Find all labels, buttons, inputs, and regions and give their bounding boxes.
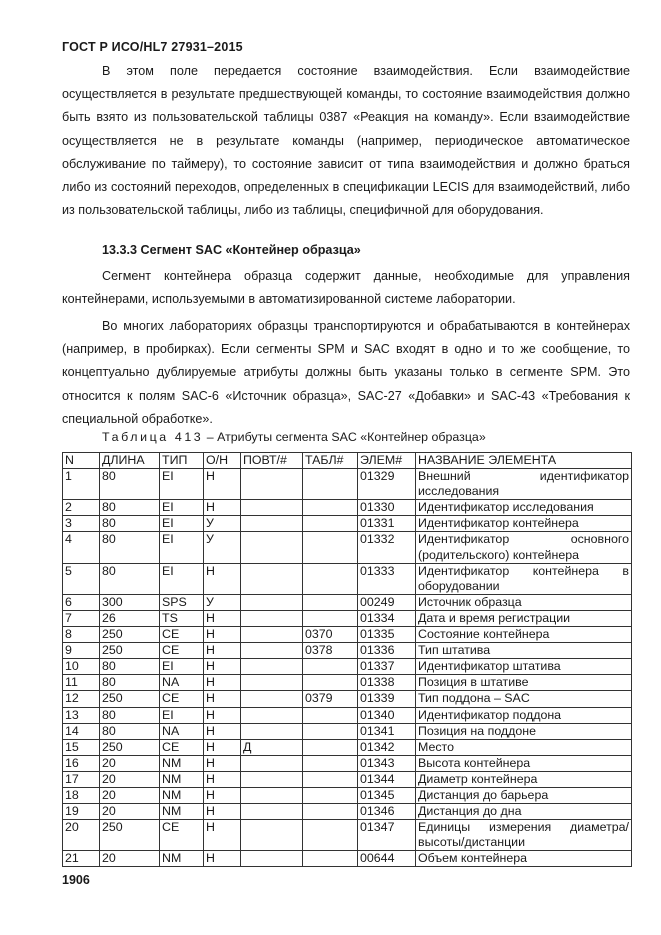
cell-element-name: Дата и время регистрации [416, 610, 632, 626]
cell-element-name: Позиция на поддоне [416, 723, 632, 739]
cell-element: 01339 [358, 691, 416, 707]
cell-table [303, 594, 358, 610]
cell-length: 80 [100, 723, 160, 739]
cell-table [303, 469, 358, 500]
cell-optionality: Н [204, 659, 241, 675]
paragraph-interaction-state: В этом поле передается состояние взаимодействия. Если взаимодействие осуществляется в результате предшествующей команды, то состояние взаимодействия должно быть взято из пользовательской таблицы 0387 «Реакция на команду». Если взаимодействие осуществляется не в результате команды (например, периодическое автоматическое обслуживание по таймеру), то состояние зависит от типа взаимодействия и должно браться либо из состояний переходов, определенных в спецификации LECIS для взаимодействий, либо из пользовательской таблицы, либо из таблицы, специфичной для оборудования. [62, 64, 630, 218]
cell-type: CE [160, 691, 204, 707]
col-header-n: N [63, 453, 100, 469]
cell-table: 0379 [303, 691, 358, 707]
cell-n: 19 [63, 804, 100, 820]
table-row [63, 675, 632, 691]
cell-repeat [241, 820, 303, 851]
cell-table [303, 851, 358, 867]
cell-n: 20 [63, 820, 100, 851]
table-row [63, 594, 632, 610]
cell-element: 01332 [358, 532, 416, 563]
cell-repeat [241, 804, 303, 820]
table-caption [102, 430, 486, 444]
cell-n: 5 [63, 563, 100, 594]
cell-optionality: Н [204, 804, 241, 820]
cell-n: 10 [63, 659, 100, 675]
cell-type: NM [160, 787, 204, 803]
cell-type: EI [160, 469, 204, 500]
cell-element: 01338 [358, 675, 416, 691]
cell-optionality: У [204, 532, 241, 563]
cell-repeat [241, 516, 303, 532]
cell-length: 20 [100, 771, 160, 787]
cell-type: NM [160, 755, 204, 771]
cell-n: 18 [63, 787, 100, 803]
cell-n: 9 [63, 643, 100, 659]
table-row [63, 610, 632, 626]
table-row [63, 627, 632, 643]
cell-type: EI [160, 532, 204, 563]
cell-length: 20 [100, 851, 160, 867]
cell-length: 80 [100, 707, 160, 723]
cell-element: 00644 [358, 851, 416, 867]
cell-n: 16 [63, 755, 100, 771]
cell-n: 6 [63, 594, 100, 610]
table-row [63, 820, 632, 851]
cell-length: 80 [100, 675, 160, 691]
col-header-type: ТИП [160, 453, 204, 469]
col-header-repeat: ПОВТ/# [241, 453, 303, 469]
cell-length: 250 [100, 739, 160, 755]
table-header-row [63, 453, 632, 469]
table-caption-label: Таблица 413 [102, 430, 204, 444]
cell-type: SPS [160, 594, 204, 610]
cell-repeat [241, 675, 303, 691]
cell-optionality: Н [204, 643, 241, 659]
table-row [63, 755, 632, 771]
cell-length: 80 [100, 516, 160, 532]
cell-type: EI [160, 500, 204, 516]
cell-element: 01344 [358, 771, 416, 787]
table-row [63, 532, 632, 563]
cell-element: 01337 [358, 659, 416, 675]
cell-type: EI [160, 516, 204, 532]
page-number: 1906 [62, 873, 90, 887]
cell-repeat [241, 627, 303, 643]
table-row [63, 739, 632, 755]
cell-table [303, 771, 358, 787]
cell-optionality: Н [204, 610, 241, 626]
table-row [63, 691, 632, 707]
cell-n: 8 [63, 627, 100, 643]
table-row [63, 851, 632, 867]
col-header-optionality: О/Н [204, 453, 241, 469]
cell-length: 80 [100, 500, 160, 516]
cell-type: CE [160, 643, 204, 659]
cell-optionality: Н [204, 771, 241, 787]
cell-element-name: Идентификатор исследования [416, 500, 632, 516]
cell-element-name: Внешний идентификатор исследования [416, 469, 632, 500]
cell-type: EI [160, 707, 204, 723]
cell-table [303, 610, 358, 626]
cell-table: 0370 [303, 627, 358, 643]
cell-n: 13 [63, 707, 100, 723]
cell-n: 11 [63, 675, 100, 691]
cell-element-name: Идентификатор основного (родительского) контейнера [416, 532, 632, 563]
col-header-element-name: НАЗВАНИЕ ЭЛЕМЕНТА [416, 453, 632, 469]
cell-repeat [241, 691, 303, 707]
paragraph-sac-description: Сегмент контейнера образца содержит данные, необходимые для управления контейнерами, используемыми в автоматизированной системе лаборатории. [62, 269, 630, 307]
cell-element: 01347 [358, 820, 416, 851]
cell-n: 12 [63, 691, 100, 707]
col-header-table: ТАБЛ# [303, 453, 358, 469]
cell-element-name: Идентификатор контейнера [416, 516, 632, 532]
standard-header: ГОСТ Р ИСО/HL7 27931–2015 [62, 40, 243, 54]
cell-element-name: Состояние контейнера [416, 627, 632, 643]
cell-repeat [241, 723, 303, 739]
cell-length: 20 [100, 804, 160, 820]
cell-element: 01330 [358, 500, 416, 516]
cell-optionality: У [204, 516, 241, 532]
cell-optionality: Н [204, 707, 241, 723]
section-heading: 13.3.3 Сегмент SAC «Контейнер образца» [102, 243, 361, 257]
cell-repeat [241, 500, 303, 516]
cell-element: 01346 [358, 804, 416, 820]
cell-element-name: Позиция в штативе [416, 675, 632, 691]
cell-table [303, 532, 358, 563]
cell-element-name: Идентификатор поддона [416, 707, 632, 723]
cell-length: 300 [100, 594, 160, 610]
cell-table [303, 820, 358, 851]
table-row [63, 723, 632, 739]
cell-element: 01335 [358, 627, 416, 643]
cell-table [303, 563, 358, 594]
cell-element: 01336 [358, 643, 416, 659]
cell-table [303, 659, 358, 675]
cell-element-name: Источник образца [416, 594, 632, 610]
cell-element: 01329 [358, 469, 416, 500]
cell-length: 20 [100, 755, 160, 771]
cell-element: 01333 [358, 563, 416, 594]
cell-optionality: У [204, 594, 241, 610]
cell-n: 17 [63, 771, 100, 787]
cell-n: 3 [63, 516, 100, 532]
table-row [63, 659, 632, 675]
table-row [63, 804, 632, 820]
cell-repeat [241, 563, 303, 594]
cell-type: EI [160, 563, 204, 594]
cell-length: 250 [100, 691, 160, 707]
cell-element: 01342 [358, 739, 416, 755]
cell-optionality: Н [204, 787, 241, 803]
cell-element-name: Идентификатор контейнера в оборудовании [416, 563, 632, 594]
cell-table [303, 755, 358, 771]
cell-type: NA [160, 723, 204, 739]
table-row [63, 469, 632, 500]
cell-optionality: Н [204, 691, 241, 707]
cell-n: 4 [63, 532, 100, 563]
cell-length: 250 [100, 643, 160, 659]
cell-table [303, 707, 358, 723]
cell-type: CE [160, 820, 204, 851]
cell-repeat [241, 532, 303, 563]
cell-repeat [241, 594, 303, 610]
table-caption-text: – Атрибуты сегмента SAC «Контейнер образца» [203, 430, 486, 444]
cell-length: 20 [100, 787, 160, 803]
table-row [63, 516, 632, 532]
cell-type: TS [160, 610, 204, 626]
cell-element-name: Единицы измерения диаметра/высоты/дистанции [416, 820, 632, 851]
cell-length: 80 [100, 659, 160, 675]
cell-optionality: Н [204, 469, 241, 500]
cell-element-name: Идентификатор штатива [416, 659, 632, 675]
cell-element-name: Тип поддона – SAC [416, 691, 632, 707]
cell-optionality: Н [204, 820, 241, 851]
table-row [63, 707, 632, 723]
cell-table [303, 516, 358, 532]
cell-element: 00249 [358, 594, 416, 610]
cell-element: 01343 [358, 755, 416, 771]
table-row [63, 563, 632, 594]
cell-repeat [241, 755, 303, 771]
cell-repeat [241, 643, 303, 659]
cell-n: 15 [63, 739, 100, 755]
cell-repeat [241, 771, 303, 787]
cell-repeat [241, 851, 303, 867]
cell-type: CE [160, 739, 204, 755]
cell-type: NA [160, 675, 204, 691]
cell-type: CE [160, 627, 204, 643]
cell-repeat [241, 469, 303, 500]
cell-element: 01340 [358, 707, 416, 723]
col-header-element: ЭЛЕМ# [358, 453, 416, 469]
cell-n: 1 [63, 469, 100, 500]
table-row [63, 500, 632, 516]
cell-length: 26 [100, 610, 160, 626]
cell-element: 01345 [358, 787, 416, 803]
cell-length: 80 [100, 469, 160, 500]
cell-length: 250 [100, 820, 160, 851]
cell-repeat: Д [241, 739, 303, 755]
cell-optionality: Н [204, 755, 241, 771]
cell-element-name: Дистанция до барьера [416, 787, 632, 803]
cell-element: 01341 [358, 723, 416, 739]
cell-type: EI [160, 659, 204, 675]
cell-n: 21 [63, 851, 100, 867]
cell-repeat [241, 610, 303, 626]
cell-table [303, 723, 358, 739]
cell-optionality: Н [204, 627, 241, 643]
cell-type: NM [160, 804, 204, 820]
cell-optionality: Н [204, 675, 241, 691]
cell-n: 14 [63, 723, 100, 739]
cell-length: 80 [100, 532, 160, 563]
cell-optionality: Н [204, 851, 241, 867]
cell-table [303, 804, 358, 820]
cell-element-name: Высота контейнера [416, 755, 632, 771]
cell-type: NM [160, 771, 204, 787]
cell-repeat [241, 659, 303, 675]
table-row [63, 771, 632, 787]
table-row [63, 787, 632, 803]
cell-element-name: Тип штатива [416, 643, 632, 659]
cell-repeat [241, 707, 303, 723]
cell-element-name: Объем контейнера [416, 851, 632, 867]
cell-table [303, 787, 358, 803]
cell-n: 7 [63, 610, 100, 626]
cell-length: 250 [100, 627, 160, 643]
cell-optionality: Н [204, 500, 241, 516]
cell-element-name: Место [416, 739, 632, 755]
cell-table: 0378 [303, 643, 358, 659]
cell-element-name: Дистанция до дна [416, 804, 632, 820]
table-row [63, 643, 632, 659]
cell-table [303, 500, 358, 516]
cell-repeat [241, 787, 303, 803]
cell-element: 01334 [358, 610, 416, 626]
attributes-table [62, 452, 632, 867]
cell-table [303, 739, 358, 755]
cell-length: 80 [100, 563, 160, 594]
paragraph-duplicate-attributes: Во многих лабораториях образцы транспортируются и обрабатываются в контейнерах (например, в пробирках). Если сегменты SPM и SAC входят в одно и то же сообщение, то концептуально дублируемые атрибуты должны быть указаны только в сегменте SPM. Это относится к полям SAC-6 «Источник образца», SAC-27 «Добавки» и SAC-43 «Требования к специальной обработке». [62, 319, 630, 426]
cell-element-name: Диаметр контейнера [416, 771, 632, 787]
cell-n: 2 [63, 500, 100, 516]
cell-element: 01331 [358, 516, 416, 532]
cell-optionality: Н [204, 563, 241, 594]
cell-type: NM [160, 851, 204, 867]
cell-optionality: Н [204, 723, 241, 739]
cell-table [303, 675, 358, 691]
col-header-length: ДЛИНА [100, 453, 160, 469]
cell-optionality: Н [204, 739, 241, 755]
